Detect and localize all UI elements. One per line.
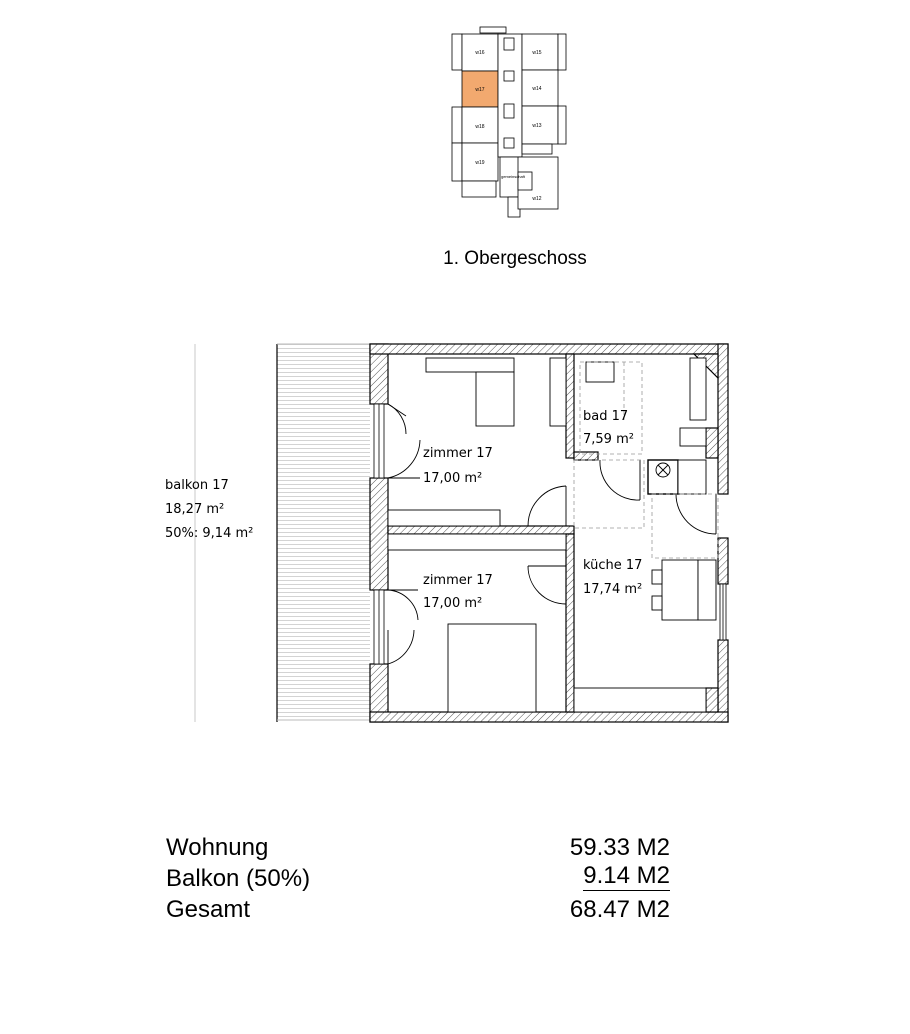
balkon-area: 18,27 m² <box>165 502 225 517</box>
summary-label: Wohnung <box>166 834 269 861</box>
key-plan <box>452 27 566 217</box>
zimmer-top-name: zimmer 17 <box>423 446 493 461</box>
key-label-w18: w18 <box>475 124 485 130</box>
key-label-common: gemeinschaft <box>501 174 525 179</box>
key-label-w15: w15 <box>532 50 542 56</box>
area-summary <box>166 832 670 925</box>
balkon-half-area: 50%: 9,14 m² <box>165 526 254 541</box>
summary-label: Balkon (50%) <box>166 865 311 892</box>
zimmer-bottom-name: zimmer 17 <box>423 573 493 588</box>
kueche-name: küche 17 <box>583 558 643 573</box>
balcony-area <box>277 344 370 720</box>
zimmer-bottom-area: 17,00 m² <box>423 596 483 611</box>
kueche-area: 17,74 m² <box>583 582 643 597</box>
balkon-name: balkon 17 <box>165 478 229 493</box>
summary-value: 68.47 M2 <box>569 896 670 923</box>
summary-value: 59.33 M2 <box>569 834 670 861</box>
bad-name: bad 17 <box>583 409 629 424</box>
summary-row-wohnung <box>166 832 670 863</box>
key-label-w14: w14 <box>532 86 542 92</box>
summary-row-gesamt <box>166 894 670 925</box>
key-label-w16: w16 <box>475 50 485 56</box>
key-label-w17: w17 <box>475 87 485 93</box>
key-label-w12: w12 <box>532 196 542 202</box>
walls <box>370 344 728 722</box>
zimmer-top-area: 17,00 m² <box>423 471 483 486</box>
summary-label: Gesamt <box>166 896 251 923</box>
key-label-w19: w19 <box>475 160 485 166</box>
bad-area: 7,59 m² <box>583 432 634 447</box>
furniture <box>388 358 716 712</box>
summary-row-balkon <box>166 863 670 894</box>
floor-title: 1. Obergeschoss <box>443 248 587 269</box>
summary-value: 9.14 M2 <box>583 862 670 889</box>
key-label-w13: w13 <box>532 123 542 129</box>
